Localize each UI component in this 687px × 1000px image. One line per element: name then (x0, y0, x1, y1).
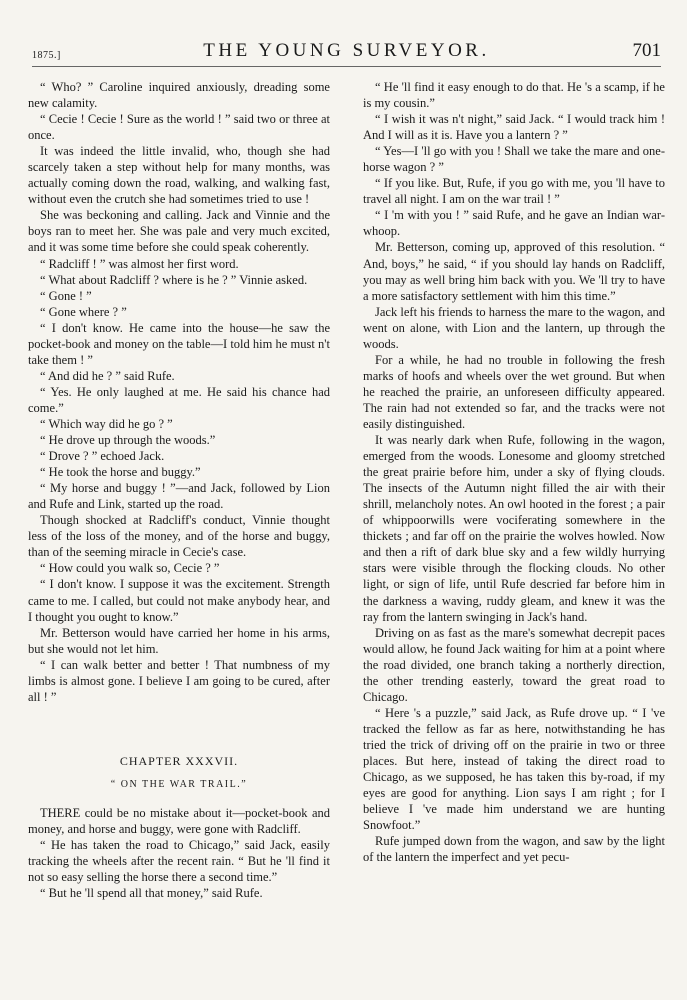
left-column (28, 79, 330, 901)
paragraph: It was indeed the little invalid, who, though she had scarcely taken a step without help for many months, was actually coming down the road, walking, and walking fast, without even the crutch she had sometimes tried to use ! (28, 144, 330, 207)
header-title: THE YOUNG SURVEYOR. (203, 40, 490, 61)
paragraph: “ I don't know. He came into the house—he saw the pocket-book and money on the table—I told him he must n't take them ! ” (28, 320, 330, 367)
paragraph: “ If you like. But, Rufe, if you go with me, you 'll have to travel all night. I am on the war trail ! ” (363, 176, 665, 207)
paragraph: “ Cecie ! Cecie ! Sure as the world ! ” said two or three at once. (28, 112, 330, 143)
page-number: 701 (632, 40, 661, 61)
paragraph: “ He drove up through the woods.” (40, 433, 216, 448)
paragraph: “ I wish it was n't night,” said Jack. “ I would track him ! And I will as it is. Have you a lantern ? ” (363, 112, 665, 143)
paragraph: “ He took the horse and buggy.” (40, 465, 201, 480)
text-columns (28, 79, 665, 901)
paragraph: She was beckoning and calling. Jack and Vinnie and the boys ran to meet her. She was pale and very much excited, and it was some time before she could speak coherently. (28, 208, 330, 255)
paragraph: Though shocked at Radcliff's conduct, Vinnie thought less of the loss of the money, and of the horse and buggy, than of the seeming miracle in Cecie's case. (28, 513, 330, 560)
paragraph: “ Yes. He only laughed at me. He said his chance had come.” (28, 384, 330, 415)
paragraph: Mr. Betterson would have carried her home in his arms, but she would not let him. (28, 625, 330, 656)
paragraph: “ Drove ? ” echoed Jack. (40, 449, 165, 464)
paragraph: It was nearly dark when Rufe, following in the wagon, emerged from the woods. Lonesome and gloomy stretched the great prairie before him, under a sky of flying clouds. The insects of the Autumn night filled the air with their shrill, melancholy notes. An owl hooted in the forest ; a pair of whippoorwills were vociferating somewhere in the thickets ; and far off on the prairie the wolves howled. Now and then a rift of dark blue sky and a few wildly hurrying stars were visible through the flocking clouds. No other light, or sign of life, until Rufe descried far before him in the darkness a waving, ruddy gleam, and knew it was the ray from the lantern swinging in Jack's hand. (363, 433, 665, 624)
chapter-subtitle: “ ON THE WAR TRAIL.” (110, 778, 248, 790)
paragraph: Rufe jumped down from the wagon, and saw by the light of the lantern the imperfect and yet pecu- (363, 834, 665, 865)
running-header (32, 36, 661, 67)
paragraph: “ Radcliff ! ” was almost her first word. (40, 256, 239, 271)
paragraph: “ But he 'll spend all that money,” said Rufe. (40, 886, 263, 901)
paragraph: “ Here 's a puzzle,” said Jack, as Rufe drove up. “ I 've tracked the fellow as far as here, notwithstanding he has tried the trick of driving off on the prairie in two or three places. But here, instead of taking the direct road to Chicago, as we supposed, he has taken this by-road, if my eyes are good for anything. Lion says I am right ; for I believe I 've made him understand we are hunting Snowfoot.” (363, 705, 665, 833)
paragraph: “ Who? ” Caroline inquired anxiously, dreading some new calamity. (28, 80, 330, 111)
paragraph: Mr. Betterson, coming up, approved of this resolution. “ And, boys,” he said, “ if you should lay hands on Radcliff, you may as well bring him back with you. We 'll try to have a more satisfactory settlement with him this time.” (363, 240, 665, 303)
paragraph: For a while, he had no trouble in following the fresh marks of hoofs and wheels over the wet ground. But when he reached the prairie, an unforeseen difficulty appeared. The rain had not extended so far, and the tracks were not easily distinguished. (363, 352, 665, 431)
paragraph: “ How could you walk so, Cecie ? ” (40, 561, 220, 576)
header-year: 1875.] (32, 50, 61, 61)
paragraph: “ I 'm with you ! ” said Rufe, and he gave an Indian war-whoop. (363, 208, 665, 239)
right-column (363, 79, 665, 901)
paragraph: “ What about Radcliff ? where is he ? ” Vinnie asked. (40, 272, 308, 287)
paragraph: “ Yes—I 'll go with you ! Shall we take the mare and one-horse wagon ? ” (363, 144, 665, 175)
paragraph: “ Gone where ? ” (40, 304, 127, 319)
paragraph: Driving on as fast as the mare's somewhat decrepit paces would allow, he found Jack waiting for him at a point where the road divided, one branch taking a northerly direction, the other trending easterly, toward the great road to Chicago. (363, 625, 665, 704)
chapter-heading: CHAPTER XXXVII. (119, 753, 239, 768)
paragraph: “ I can walk better and better ! That numbness of my limbs is almost gone. I believe I am going to be cured, after all ! ” (28, 657, 330, 704)
paragraph: “ My horse and buggy ! ”—and Jack, followed by Lion and Rufe and Link, started up the road. (28, 481, 330, 512)
paragraph: “ Which way did he go ? ” (40, 416, 173, 431)
paragraph: “ I don't know. I suppose it was the excitement. Strength came to me. I called, but could not make anybody hear, and I thought you ought to know.” (28, 577, 330, 624)
paragraph: THERE could be no mistake about it—pocket-book and money, and horse and buggy, were gone with Radcliff. (28, 805, 330, 836)
paragraph: “ And did he ? ” said Rufe. (40, 368, 175, 383)
paragraph: “ Gone ! ” (40, 288, 92, 303)
paragraph: Jack left his friends to harness the mare to the wagon, and went on alone, with Lion and the lantern, up through the woods. (363, 304, 665, 351)
paragraph: “ He has taken the road to Chicago,” said Jack, easily tracking the wheels after the recent rain. “ But he 'll find it not so easy selling the horse there a second time.” (28, 838, 330, 885)
paragraph: “ He 'll find it easy enough to do that. He 's a scamp, if he is my cousin.” (363, 80, 665, 111)
